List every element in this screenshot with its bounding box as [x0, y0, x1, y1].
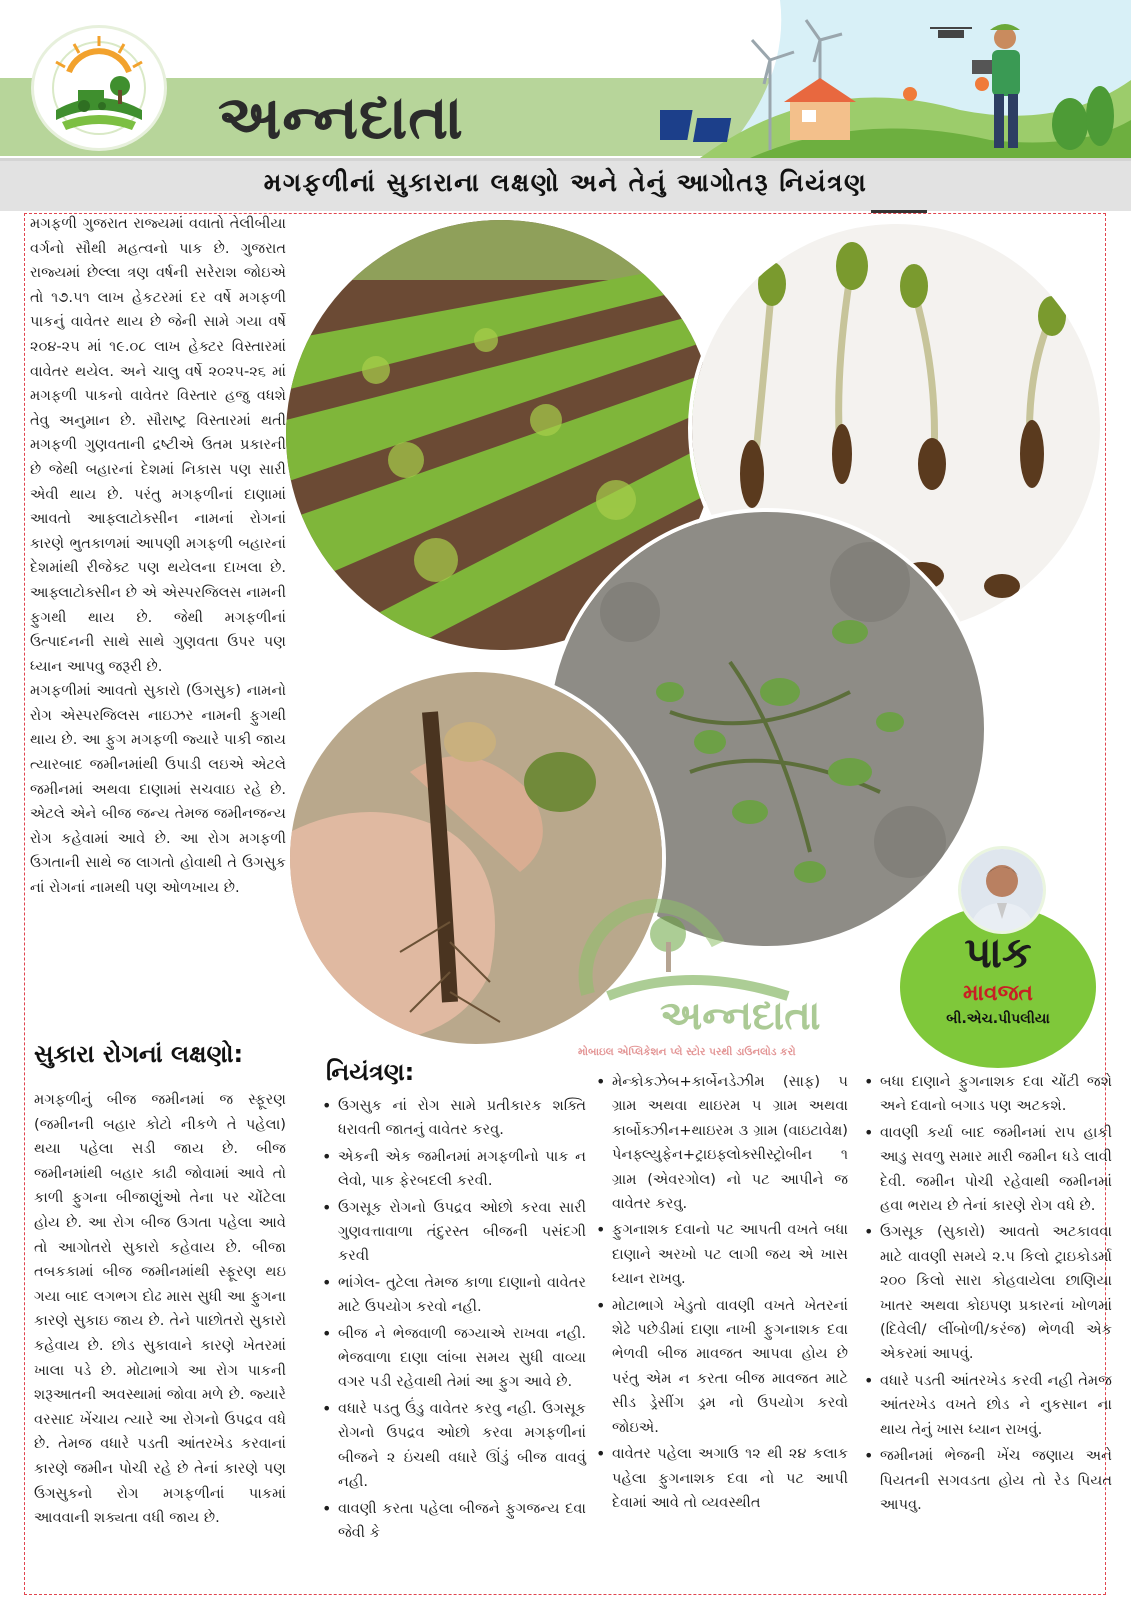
author-name: બી.એચ.પીપલીયા [946, 1011, 1050, 1027]
watermark-tagline: મોબાઇલ એપ્લિકેશન પ્લે સ્ટોર પરથી ડાઉનલોડ કરો [578, 1046, 796, 1058]
control-list-col3 [860, 1070, 1112, 1519]
control-item: • ભાંગેલ- તુટેલા તેમજ કાળા દાણાનો વાવેતર માટે ઉપયોગ કરવો નહી. [318, 1271, 586, 1320]
article-title: મગફળીનાં સુકારાના લક્ષણો અને તેનું આગોતરૂ નિયંત્રણ [263, 168, 868, 197]
masthead-title: અન્નદાતા [218, 83, 464, 153]
control-list-col2 [592, 1070, 848, 1517]
control-item: • વાવેતર પહેલા અગાઉ ૧૨ થી ૨૪ કલાક પહેલા ફુગનાશક દવા નો પટ આપી દેવામાં આવે તો વ્યવસ્થીત [592, 1442, 848, 1515]
control-item: • બીજ ને ભેજવાળી જગ્યાએ રાખવા નહી. ભેજવાળા દાણા લાંબા સમય સુધી વાવ્યા વગર પડી રહેવાથી તેમાં આ ફુગ આવે છે. [318, 1322, 586, 1395]
masthead [0, 0, 1131, 158]
symptoms-heading: સુકારા રોગનાં લક્ષણો: [34, 1040, 244, 1068]
control-item: • એકની એક જમીનમાં મગફળીનો પાક ન લેવો, પાક ફેરબદલી કરવી. [318, 1145, 586, 1194]
farm-scene-illustration [660, 0, 1131, 158]
column-subtitle: માવજત [962, 981, 1034, 1006]
symptoms-paragraph: મગફળીનું બીજ જમીનમાં જ સ્ફૂરણ (જમીનની બહાર કોટો નીકળે તે પહેલા) થયા પહેલા સડી જાય છે. બીજ જમીનમાંથી બહાર કાઢી જોવામાં આવે તો કાળી ફુગના બીજાણુંઓ તેના પર ચોંટેલા હોય છે. આ રોગ બીજ ઉગતા પહેલા આવે તો આગોતરો સુકારો કહેવાય છે. બીજા તબકકામાં બીજ જમીનમાંથી સ્ફૂરણ થઇ ગયા બાદ લગભગ દોઢ માસ સુધી આ ફુગના કારણે સુકાઇ જાય છે. તેને પાછોતરો સુકારો કહેવાય છે. છોડ સુકાવાને કારણે ખેતરમાં ખાલા પડે છે. મોટાભાગે આ રોગ પાકની શરૂઆતની અવસ્થામાં જોવા મળે છે. જ્યારે વરસાદ ખેંચાય ત્યારે આ રોગનો ઉપદ્રવ વધે છે. તેમજ વધારે પડતી આંતરખેડ કરવાનાં કારણે જમીન પોચી રહે છે તેનાં કારણે પણ ઉગસુકનો રોગ મગફળીનાં પાકમાં આવવાની શક્યતા વધી જાય છે. [34, 1091, 286, 1527]
watermark-title: અન્નદાતા [660, 992, 821, 1039]
intro-paragraph: મગફળી ગુજરાત રાજ્યમાં વવાતો તેલીબીયા વર્ગનો સૌથી મહત્વનો પાક છે. ગુજરાત રાજ્યમાં છેલ્લા ત્રણ વર્ષની સરેરાશ જોઇએ તો ૧૭.૫૧ લાખ હેકટરમાં દર વર્ષે મગફળી પાકનું વાવેતર થાય છે જેની સામે ગયા વર્ષે ૨૦૪-૨૫ માં ૧૯.૦૮ લાખ હેક્ટર વિસ્તારમાં વાવેતર થયેલ. અને ચાલુ વર્ષે ૨૦૨૫-૨૬ માં મગફળી પાકનો વાવેતર વિસ્તાર હજુ વધશે તેવુ અનુમાન છે. સૌરાષ્ટ્ર વિસ્તારમાં થતી મગફળી ગુણવતાની દ્રષ્ટીએ ઉતમ પ્રકારની છે જેથી બહારનાં દેશમાં નિકાસ પણ સારી એવી થાય છે. પરંતુ મગફળીનાં દાણામાં આવતો આફ્લાટોક્સીન નામનાં રોગનાં કારણે ભુતકાળમાં આપણી મગફળી બહારનાં દેશમાંથી રીજેક્ટ પણ થયેલના દાખલા છે. આફ્લાટોક્સીન છે એ એસ્પરજિલસ નામની ફુગથી થાય છે. જેથી મગફળીનાં ઉત્પાદનની સાથે સાથે ગુણવતા ઉપર પણ ધ્યાન આપવુ જરૂરી છે. [30, 215, 286, 675]
control-item: • ઉગસૂક (સુકારો) આવતો અટકાવવા માટે વાવણી સમયે ૨.૫ કિલો ટ્રાઇકોડર્મા ૨૦૦ કિલો સારા કોહવાયેલા છાણિયા ખાતર અથવા કોઇપણ પ્રકારનાં ખોળમાં (દિવેલી/ લીંબોળી/કરંજ) ભેળવી એક એકરમાં આપવું. [860, 1220, 1112, 1366]
watermark-logo [548, 884, 858, 1004]
intro-text [30, 212, 286, 901]
control-heading: નિયંત્રણ: [326, 1058, 415, 1086]
symptoms-text [34, 1088, 286, 1531]
intro-paragraph: મગફળીમાં આવતો સુકારો (ઉગસુક) નામનો રોગ એસ્પરજિલસ નાઇઝર નામની ફુગથી થાય છે. આ ફુગ મગફળી જ્યારે પાકી જાય ત્યારબાદ જમીનમાંથી ઉપાડી લઇએ એટલે જમીનમાં અથવા દાણામાં સચવાઇ રહે છે. એટલે એને બીજ જન્ય તેમજ જમીનજન્ય રોગ કહેવામાં આવે છે. આ રોગ મગફળી ઉગતાની સાથે જ લાગતો હોવાથી તે ઉગસુક નાં રોગનાં નામથી પણ ઓળખાય છે. [30, 682, 286, 897]
control-item: • વધારે પડતુ ઉંડુ વાવેતર કરવુ નહી. ઉગસૂક રોગનો ઉપદ્રવ ઓછો કરવા મગફળીનાં બીજને ૨ ઇંચથી વધારે ઊંડું બીજ વાવવું નહી. [318, 1397, 586, 1495]
control-item: • બધા દાણાને ફુગનાશક દવા ચોંટી જશે અને દવાનો બગાડ પણ અટકશે. [860, 1070, 1112, 1119]
control-item: • વાવણી કરતા પહેલા બીજને ફુગજન્ય દવા જેવી કે [318, 1497, 586, 1546]
control-item: • મેન્કોકઝેબ+કાર્બેનડેઝીમ (સાફ) ૫ ગ્રામ અથવા થાઇરમ ૫ ગ્રામ અથવા કાર્બોક્ઝીન+થાઇરમ ૩ ગ્રામ (વાઇટાવેક્ષ) પેનફ્લ્યુફેન+ટ્રાઇફ્લોક્સીસ્ટ્રોબીન ૧ ગ્રામ (એવરગોલ) નો પટ આપીને જ વાવેતર કરવુ. [592, 1070, 848, 1216]
column-title: પાક [964, 928, 1032, 977]
control-item: • ઉગસૂક રોગનો ઉપદ્રવ ઓછો કરવા સારી ગુણવત્તાવાળા તંદુરસ્ત બીજની પસંદગી કરવી [318, 1196, 586, 1269]
control-item: • જમીનમાં ભેજની ખેંચ જણાય અને પિયતની સગવડતા હોય તો રેડ પિયત આપવુ. [860, 1444, 1112, 1517]
control-item: • મોટાભાગે ખેડુતો વાવણી વખતે ખેતરનાં શેઢે પછેડીમાં દાણા નાખી ફુગનાશક દવા ભેળવી બીજ માવજત આપવા હોય છે પરંતુ એમ ન કરતા બીજ માવજત માટે સીડ ડ્રેસીંગ ડ્રમ નો ઉપયોગ કરવો જોઇએ. [592, 1294, 848, 1440]
author-avatar [958, 846, 1046, 934]
control-item: • વાવણી કર્યા બાદ જમીનમાં રાપ હાકી આડુ સવળુ સમાર મારી જમીન ધડે લાવી દેવી. જમીન પોચી રહેવાથી જમીનમાં હવા ભરાય છે તેનાં કારણે રોગ વધે છે. [860, 1121, 1112, 1219]
control-item: • વધારે પડતી આંતરખેડ કરવી નહી તેમજ આંતરખેડ વખતે છોડ ને નુકસાન ના થાય તેનું ખાસ ધ્યાન રાખવું. [860, 1369, 1112, 1442]
control-item: • ઉગસુક નાં રોગ સામે પ્રતીકારક શક્તિ ધરાવતી જાતનું વાવેતર કરવુ. [318, 1094, 586, 1143]
brand-logo [34, 28, 164, 148]
control-item: • ફુગનાશક દવાનો પટ આપતી વખતે બધા દાણાને અરખો પટ લાગી જય એ ખાસ ધ્યાન રાખવુ. [592, 1218, 848, 1291]
control-list-col1 [318, 1094, 586, 1547]
